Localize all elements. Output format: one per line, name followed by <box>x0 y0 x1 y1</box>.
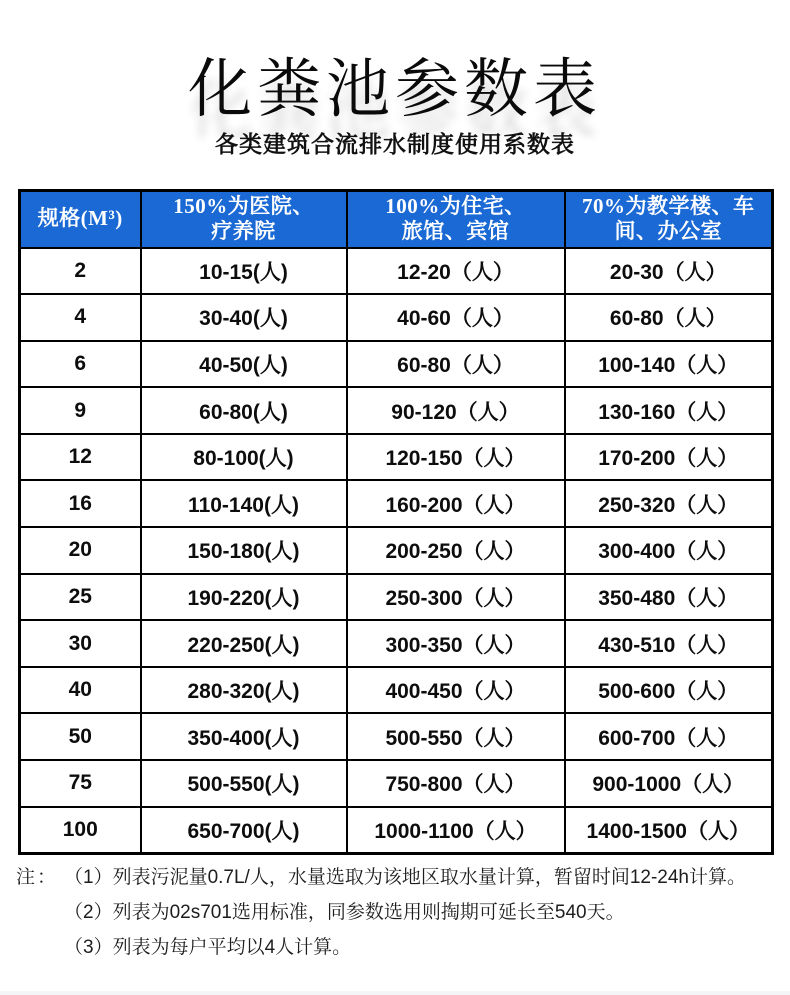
note-item-1: （1）列表污泥量0.7L/人，水量选取为该地区取水量计算，暂留时间12-24h计算。 <box>64 867 747 888</box>
capacity-value-cell: 200-250（人） <box>347 527 565 574</box>
table-row <box>20 434 773 481</box>
table-body <box>20 248 773 854</box>
capacity-value-cell: 130-160（人） <box>565 387 773 434</box>
capacity-value-cell: 500-600（人） <box>565 667 773 714</box>
spec-value-cell: 6 <box>20 341 141 388</box>
capacity-value-cell: 160-200（人） <box>347 480 565 527</box>
capacity-value-cell: 750-800（人） <box>347 760 565 807</box>
spec-table <box>18 189 774 855</box>
capacity-value-cell: 80-100(人) <box>141 434 347 481</box>
capacity-value-cell: 40-60（人） <box>347 294 565 341</box>
capacity-value-cell: 300-350（人） <box>347 620 565 667</box>
notes-list <box>64 860 778 965</box>
spec-value-cell: 75 <box>20 760 141 807</box>
spec-value-cell: 9 <box>20 387 141 434</box>
table-row <box>20 574 773 621</box>
spec-value-cell: 30 <box>20 620 141 667</box>
capacity-value-cell: 100-140（人） <box>565 341 773 388</box>
capacity-value-cell: 250-300（人） <box>347 574 565 621</box>
header-line: 疗养院 <box>211 219 276 244</box>
header-line: 150%为医院、 <box>173 193 314 218</box>
capacity-value-cell: 12-20（人） <box>347 248 565 295</box>
table-row <box>20 527 773 574</box>
table-header-row <box>20 191 773 248</box>
spec-value-cell: 12 <box>20 434 141 481</box>
header-line: 100%为住宅、 <box>385 193 526 218</box>
capacity-value-cell: 500-550（人） <box>347 713 565 760</box>
header-line: 间、办公室 <box>614 219 722 244</box>
capacity-value-cell: 900-1000（人） <box>565 760 773 807</box>
table-row <box>20 807 773 854</box>
capacity-value-cell: 350-400(人) <box>141 713 347 760</box>
capacity-value-cell: 20-30（人） <box>565 248 773 295</box>
header-line: 规格(M³) <box>37 206 123 231</box>
spec-value-cell: 100 <box>20 807 141 854</box>
header-residence-100 <box>347 191 565 248</box>
table-row <box>20 480 773 527</box>
note-item-2: （2）列表为02s701选用标准，同参数选用则掏期可延长至540天。 <box>64 902 625 923</box>
note-item-3: （3）列表为每户平均以4人计算。 <box>64 937 352 958</box>
capacity-value-cell: 650-700(人) <box>141 807 347 854</box>
page-title: 化粪池参数表 <box>188 53 602 125</box>
header-line: 旅馆、宾馆 <box>401 219 510 244</box>
spec-value-cell: 25 <box>20 574 141 621</box>
capacity-value-cell: 400-450（人） <box>347 667 565 714</box>
capacity-value-cell: 500-550(人) <box>141 760 347 807</box>
capacity-value-cell: 280-320(人) <box>141 667 347 714</box>
spec-value-cell: 4 <box>20 294 141 341</box>
capacity-value-cell: 350-480（人） <box>565 574 773 621</box>
capacity-value-cell: 90-120（人） <box>347 387 565 434</box>
capacity-value-cell: 170-200（人） <box>565 434 773 481</box>
footer-strip <box>0 991 790 995</box>
capacity-value-cell: 600-700（人） <box>565 713 773 760</box>
table-row <box>20 760 773 807</box>
capacity-value-cell: 10-15(人) <box>141 248 347 295</box>
spec-value-cell: 16 <box>20 480 141 527</box>
capacity-value-cell: 40-50(人) <box>141 341 347 388</box>
capacity-value-cell: 120-150（人） <box>347 434 565 481</box>
notes-label: 注： <box>16 867 59 888</box>
spec-value-cell: 40 <box>20 667 141 714</box>
spec-value-cell: 2 <box>20 248 141 295</box>
header-school-70 <box>565 191 773 248</box>
capacity-value-cell: 300-400（人） <box>565 527 773 574</box>
header-hospital-150 <box>141 191 347 248</box>
spec-value-cell: 50 <box>20 713 141 760</box>
capacity-value-cell: 190-220(人) <box>141 574 347 621</box>
capacity-value-cell: 220-250(人) <box>141 620 347 667</box>
table-row <box>20 620 773 667</box>
notes <box>16 860 778 965</box>
spec-value-cell: 20 <box>20 527 141 574</box>
capacity-value-cell: 60-80(人) <box>141 387 347 434</box>
page-subtitle: 各类建筑合流排水制度使用系数表 <box>215 131 575 157</box>
capacity-value-cell: 1000-1100（人） <box>347 807 565 854</box>
capacity-value-cell: 30-40(人) <box>141 294 347 341</box>
header-line: 70%为教学楼、车 <box>582 193 755 218</box>
capacity-value-cell: 150-180(人) <box>141 527 347 574</box>
header-spec <box>20 191 141 248</box>
capacity-value-cell: 60-80（人） <box>347 341 565 388</box>
table-row <box>20 341 773 388</box>
capacity-value-cell: 250-320（人） <box>565 480 773 527</box>
capacity-value-cell: 1400-1500（人） <box>565 807 773 854</box>
table-row <box>20 667 773 714</box>
table-row <box>20 294 773 341</box>
capacity-value-cell: 430-510（人） <box>565 620 773 667</box>
capacity-value-cell: 110-140(人) <box>141 480 347 527</box>
table-row <box>20 387 773 434</box>
table-row <box>20 713 773 760</box>
capacity-value-cell: 60-80（人） <box>565 294 773 341</box>
table-row <box>20 248 773 295</box>
